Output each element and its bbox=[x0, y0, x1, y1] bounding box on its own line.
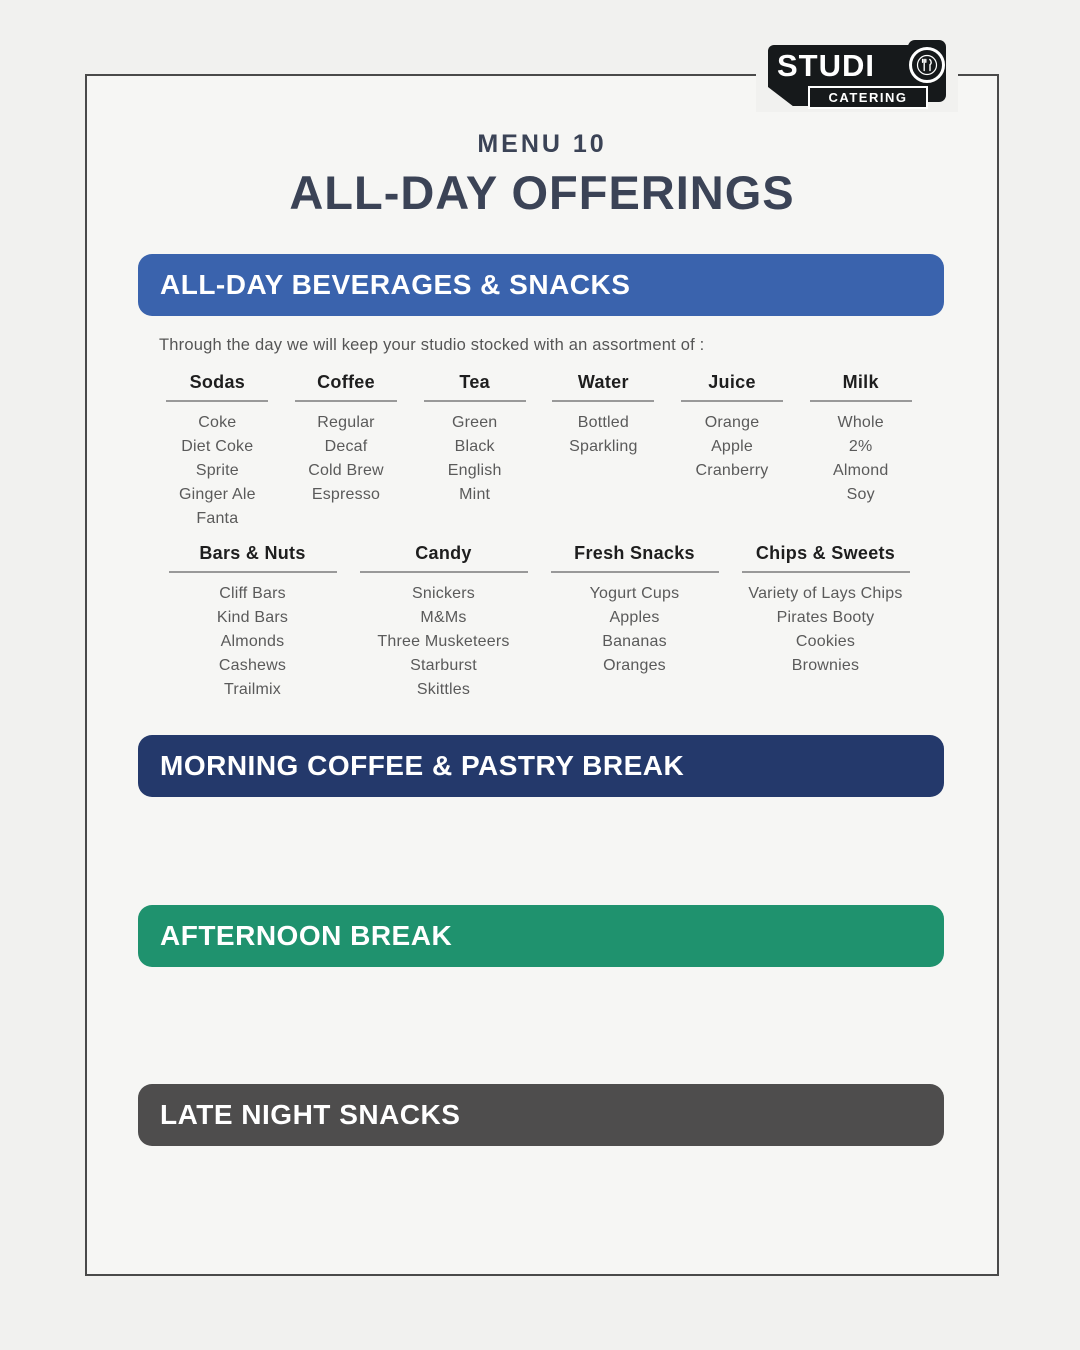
column-milk bbox=[796, 372, 925, 531]
menu-item: Diet Coke bbox=[181, 438, 254, 455]
column-divider bbox=[681, 400, 783, 402]
column-fresh-snacks bbox=[539, 543, 730, 702]
column-items bbox=[282, 411, 411, 507]
column-divider bbox=[166, 400, 268, 402]
menu-item: Apples bbox=[609, 609, 660, 626]
column-title: Sodas bbox=[189, 372, 246, 392]
menu-item: Kind Bars bbox=[216, 609, 289, 626]
column-divider bbox=[551, 571, 719, 573]
title-block bbox=[87, 130, 997, 220]
menu-item: Cliff Bars bbox=[219, 585, 286, 602]
menu-item: Ginger Ale bbox=[178, 486, 256, 503]
menu-item: Orange bbox=[704, 414, 760, 431]
column-water bbox=[539, 372, 668, 531]
column-items bbox=[796, 411, 925, 507]
column-items bbox=[410, 411, 539, 507]
section-banner-morning-coffee bbox=[138, 735, 944, 797]
section-intro-text: Through the day we will keep your studio stocked with an assortment of : bbox=[159, 336, 705, 354]
section-banner-label: ALL-DAY BEVERAGES & SNACKS bbox=[160, 269, 631, 300]
menu-item: Decaf bbox=[324, 438, 368, 455]
menu-item: Mint bbox=[459, 486, 491, 503]
menu-number-label: MENU 10 bbox=[477, 130, 607, 158]
column-divider bbox=[810, 400, 912, 402]
menu-item: Cold Brew bbox=[308, 462, 384, 479]
section-banner-afternoon-break bbox=[138, 905, 944, 967]
menu-item: Snickers bbox=[412, 585, 475, 602]
column-title: Fresh Snacks bbox=[574, 543, 695, 563]
menu-item: Whole bbox=[837, 414, 884, 431]
menu-item: Apple bbox=[711, 438, 753, 455]
column-items bbox=[730, 582, 921, 678]
menu-item: Bottled bbox=[577, 414, 629, 431]
column-items bbox=[153, 411, 282, 531]
snack-columns bbox=[157, 543, 921, 702]
column-divider bbox=[360, 571, 528, 573]
menu-item: Three Musketeers bbox=[377, 633, 510, 650]
menu-item: 2% bbox=[848, 438, 873, 455]
menu-item: English bbox=[447, 462, 502, 479]
column-title: Coffee bbox=[317, 372, 375, 392]
column-items bbox=[539, 411, 668, 459]
column-items bbox=[157, 582, 348, 702]
menu-item: Almond bbox=[832, 462, 889, 479]
column-title: Tea bbox=[459, 372, 490, 392]
menu-item: Starburst bbox=[410, 657, 477, 674]
menu-item: Soy bbox=[846, 486, 875, 503]
column-title: Candy bbox=[415, 543, 472, 563]
menu-item: Black bbox=[454, 438, 495, 455]
column-divider bbox=[424, 400, 526, 402]
column-sodas bbox=[153, 372, 282, 531]
fork-knife-plate-icon bbox=[909, 47, 945, 83]
section-banner-late-night-snacks bbox=[138, 1084, 944, 1146]
column-juice bbox=[668, 372, 797, 531]
menu-item: Cranberry bbox=[695, 462, 769, 479]
column-coffee bbox=[282, 372, 411, 531]
menu-item: Regular bbox=[317, 414, 375, 431]
column-candy bbox=[348, 543, 539, 702]
column-items bbox=[539, 582, 730, 678]
menu-item: M&Ms bbox=[420, 609, 467, 626]
menu-item: Variety of Lays Chips bbox=[748, 585, 903, 602]
menu-item: Bananas bbox=[602, 633, 667, 650]
column-divider bbox=[552, 400, 654, 402]
menu-item: Coke bbox=[198, 414, 237, 431]
column-divider bbox=[742, 571, 910, 573]
studio-catering-logo bbox=[756, 36, 958, 112]
menu-item: Almonds bbox=[220, 633, 285, 650]
column-tea bbox=[410, 372, 539, 531]
page-title: ALL-DAY OFFERINGS bbox=[289, 166, 795, 219]
column-title: Water bbox=[577, 372, 629, 392]
beverage-columns bbox=[153, 372, 925, 531]
column-divider bbox=[295, 400, 397, 402]
section-banner-label: LATE NIGHT SNACKS bbox=[160, 1099, 461, 1130]
menu-item: Sparkling bbox=[569, 438, 638, 455]
menu-item: Sprite bbox=[195, 462, 239, 479]
menu-item: Skittles bbox=[416, 681, 471, 698]
section-banner-all-day-beverages bbox=[138, 254, 944, 316]
menu-page bbox=[87, 76, 997, 1274]
column-items bbox=[348, 582, 539, 702]
menu-item: Espresso bbox=[311, 486, 381, 503]
menu-item: Pirates Booty bbox=[776, 609, 875, 626]
menu-item: Cashews bbox=[218, 657, 287, 674]
column-divider bbox=[169, 571, 337, 573]
column-title: Bars & Nuts bbox=[199, 543, 306, 563]
section-banner-label: MORNING COFFEE & PASTRY BREAK bbox=[160, 750, 685, 781]
column-title: Chips & Sweets bbox=[755, 543, 896, 563]
menu-item: Trailmix bbox=[224, 681, 281, 698]
menu-item: Oranges bbox=[603, 657, 666, 674]
column-title: Juice bbox=[708, 372, 756, 392]
section-banner-label: AFTERNOON BREAK bbox=[160, 920, 453, 951]
column-items bbox=[668, 411, 797, 483]
logo-studio-text: STUDI bbox=[777, 48, 875, 83]
menu-item: Cookies bbox=[795, 633, 856, 650]
logo-catering-text: CATERING bbox=[808, 86, 928, 109]
column-title: Milk bbox=[842, 372, 879, 392]
column-bars-nuts bbox=[157, 543, 348, 702]
menu-item: Fanta bbox=[196, 510, 239, 527]
menu-item: Green bbox=[451, 414, 498, 431]
column-chips-sweets bbox=[730, 543, 921, 702]
menu-item: Yogurt Cups bbox=[589, 585, 680, 602]
menu-item: Brownies bbox=[791, 657, 860, 674]
